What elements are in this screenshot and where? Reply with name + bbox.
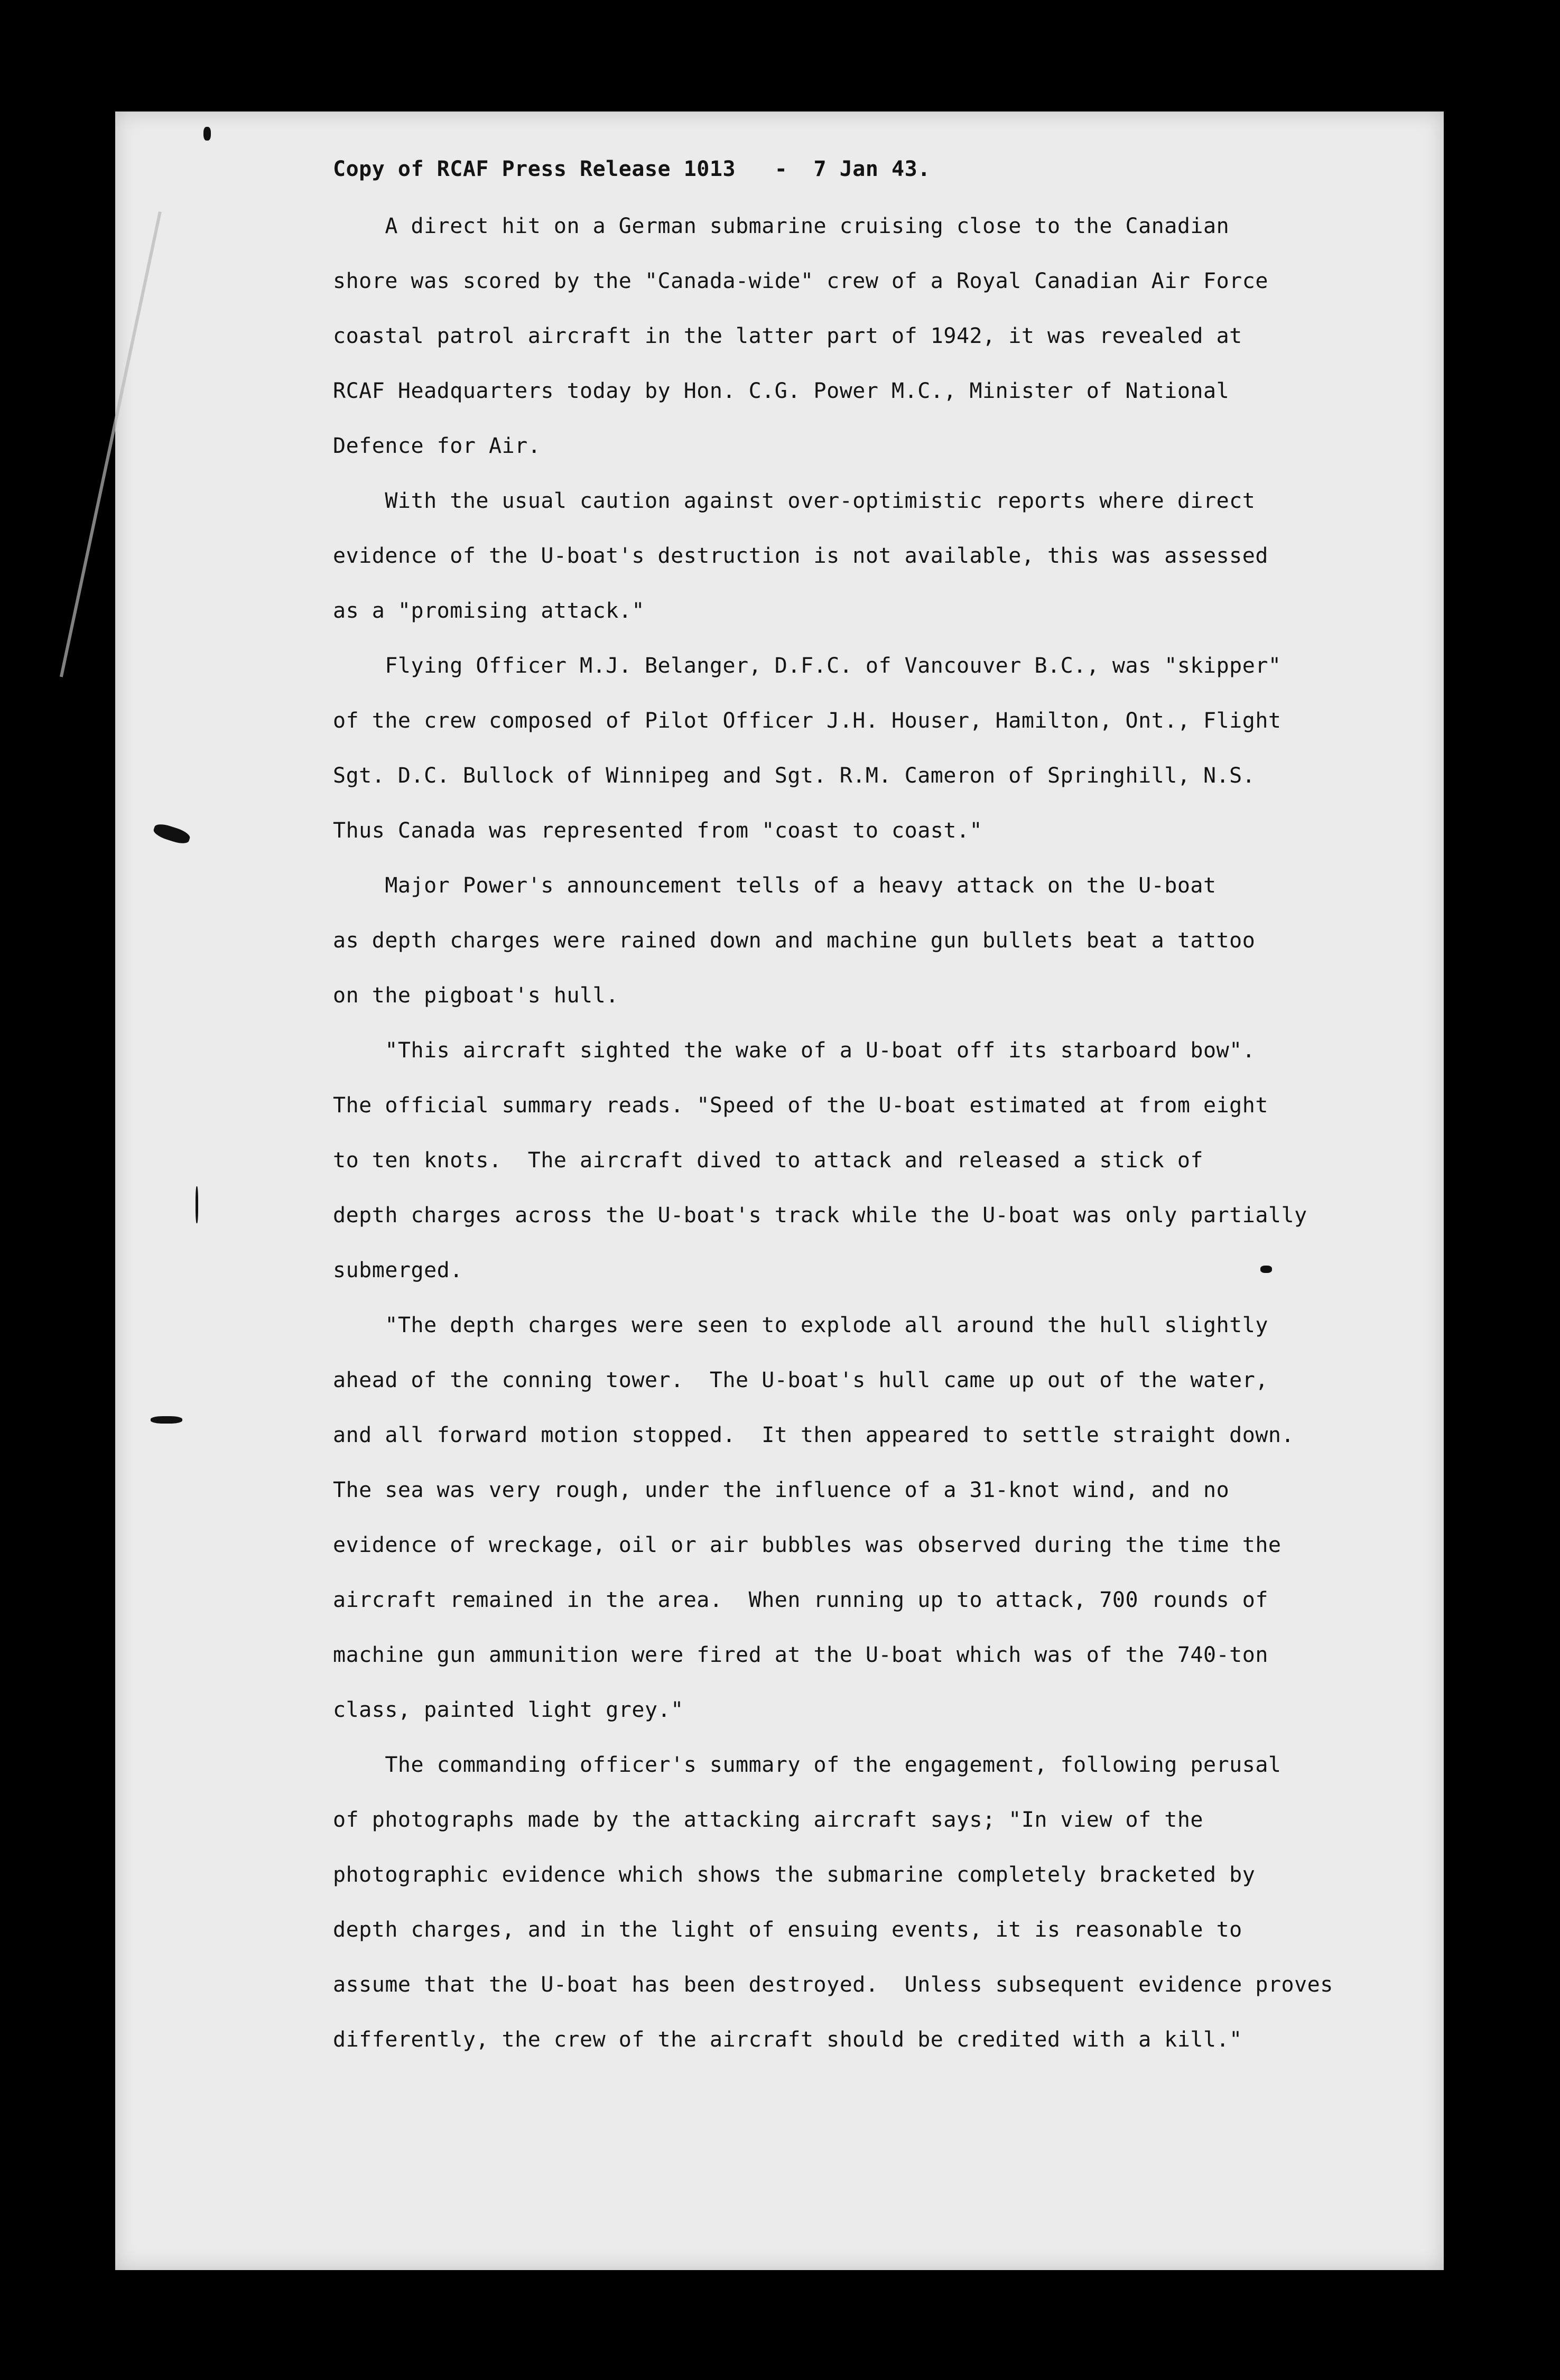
text-line: submerged. [333, 1258, 463, 1282]
text-line: Major Power's announcement tells of a heavy attack on the U-boat [333, 873, 1217, 898]
scan-mark [203, 127, 211, 141]
text-line: of photographs made by the attacking aircraft says; "In view of the [333, 1808, 1203, 1832]
text-line: of the crew composed of Pilot Officer J.H. Houser, Hamilton, Ont., Flight [333, 709, 1282, 733]
paragraph [333, 858, 1390, 1023]
text-line: and all forward motion stopped. It then appeared to settle straight down. [333, 1423, 1295, 1447]
text-line: With the usual caution against over-optimistic reports where direct [333, 489, 1256, 513]
text-line: Defence for Air. [333, 434, 541, 458]
paragraph [333, 1737, 1390, 2067]
text-line: photographic evidence which shows the submarine completely bracketed by [333, 1863, 1256, 1887]
text-line: as depth charges were rained down and machine gun bullets beat a tattoo [333, 928, 1256, 953]
text-line: The commanding officer's summary of the engagement, following perusal [333, 1753, 1282, 1777]
text-line: to ten knots. The aircraft dived to attack and released a stick of [333, 1148, 1203, 1173]
text-line: Flying Officer M.J. Belanger, D.F.C. of Vancouver B.C., was "skipper" [333, 654, 1282, 678]
scan-mark [196, 1186, 198, 1223]
text-line: machine gun ammunition were fired at the U-boat which was of the 740-ton [333, 1643, 1268, 1667]
text-line: RCAF Headquarters today by Hon. C.G. Power M.C., Minister of National [333, 379, 1230, 403]
text-line: shore was scored by the "Canada-wide" crew of a Royal Canadian Air Force [333, 269, 1268, 293]
text-line: evidence of wreckage, oil or air bubbles was observed during the time the [333, 1533, 1282, 1557]
text-line: on the pigboat's hull. [333, 983, 619, 1008]
paragraph [333, 638, 1390, 858]
text-line: Sgt. D.C. Bullock of Winnipeg and Sgt. R.M. Cameron of Springhill, N.S. [333, 764, 1256, 788]
text-line: depth charges across the U-boat's track while the U-boat was only partially [333, 1203, 1307, 1228]
text-line: coastal patrol aircraft in the latter part of 1942, it was revealed at [333, 324, 1242, 348]
text-line: class, painted light grey." [333, 1698, 684, 1722]
text-line: "The depth charges were seen to explode all around the hull slightly [333, 1313, 1268, 1337]
text-line: "This aircraft sighted the wake of a U-boat off its starboard bow". [333, 1038, 1256, 1063]
text-line: as a "promising attack." [333, 599, 645, 623]
text-line: aircraft remained in the area. When running up to attack, 700 rounds of [333, 1588, 1268, 1612]
text-line: differently, the crew of the aircraft should be credited with a kill." [333, 2028, 1242, 2052]
document-heading: Copy of RCAF Press Release 1013 - 7 Jan 43. [333, 157, 931, 181]
paragraphs [333, 199, 1390, 2067]
text-line: depth charges, and in the light of ensuing events, it is reasonable to [333, 1918, 1242, 1942]
scan-mark [151, 1416, 182, 1424]
text-line: evidence of the U-boat's destruction is not available, this was assessed [333, 544, 1268, 568]
text-line: ahead of the conning tower. The U-boat's hull came up out of the water, [333, 1368, 1268, 1392]
paragraph [333, 199, 1390, 473]
text-line: assume that the U-boat has been destroyed. Unless subsequent evidence proves [333, 1973, 1333, 1997]
text-line: The sea was very rough, under the influence of a 31-knot wind, and no [333, 1478, 1230, 1502]
text-line: The official summary reads. "Speed of the U-boat estimated at from eight [333, 1093, 1268, 1118]
paragraph [333, 1298, 1390, 1737]
paragraph [333, 1023, 1390, 1298]
text-line: Thus Canada was represented from "coast to coast." [333, 819, 983, 843]
text-line: A direct hit on a German submarine cruising close to the Canadian [333, 214, 1230, 238]
paragraph [333, 473, 1390, 638]
press-release-text [333, 153, 1390, 2067]
